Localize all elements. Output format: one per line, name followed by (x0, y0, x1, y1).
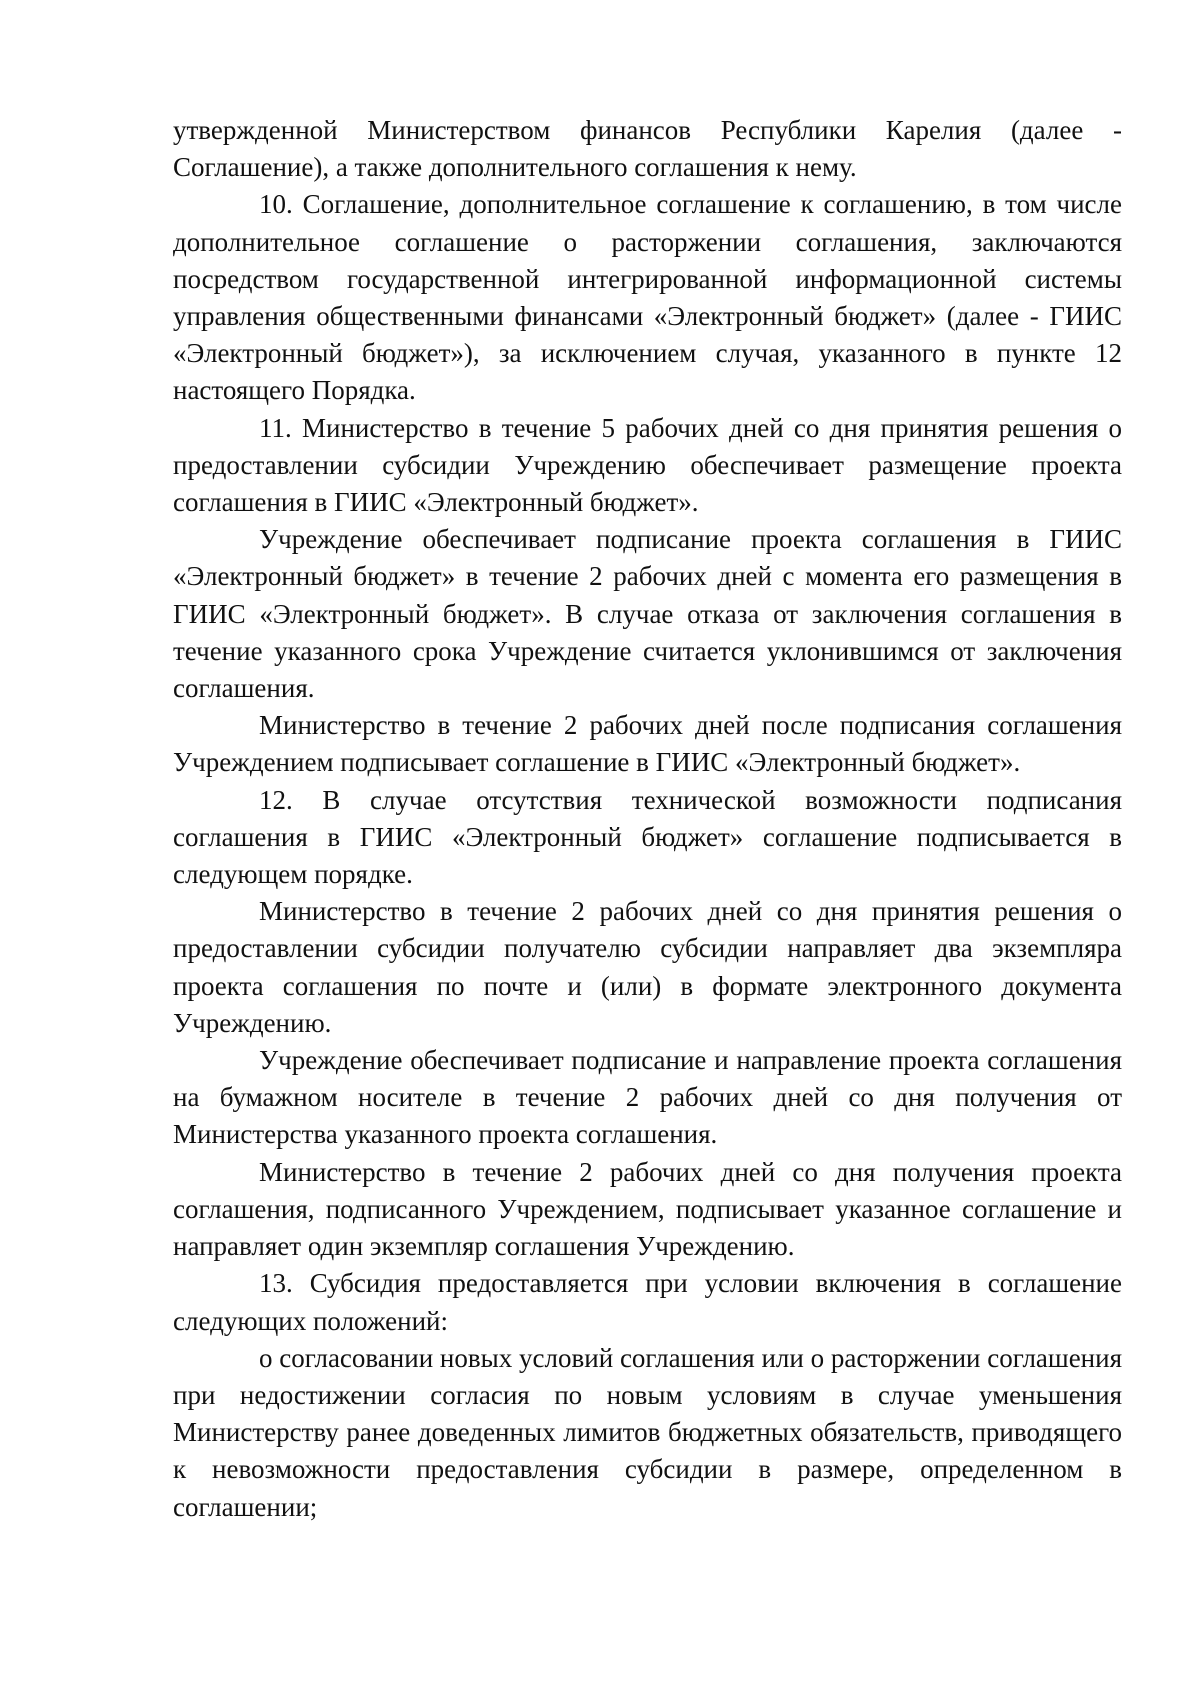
document-page (173, 112, 1122, 1526)
paragraph: 11. Министерство в течение 5 рабочих дней со дня принятия решения о предоставлении субсидии Учреждению обеспечивает размещение проекта соглашения в ГИИС «Электронный бюджет». (173, 412, 1122, 518)
paragraph: 13. Субсидия предоставляется при условии включения в соглашение следующих положений: (173, 1268, 1122, 1336)
paragraph: Министерство в течение 2 рабочих дней со дня получения проекта соглашения, подписанного Учреждением, подписывает указанное соглашение и направляет один экземпляр соглашения Учреждению. (173, 1156, 1122, 1262)
paragraph: Учреждение обеспечивает подписание и направление проекта соглашения на бумажном носителе в течение 2 рабочих дней со дня получения от Министерства указанного проекта соглашения. (173, 1045, 1122, 1150)
paragraph: Учреждение обеспечивает подписание проекта соглашения в ГИИС «Электронный бюджет» в течение 2 рабочих дней с момента его размещения в ГИИС «Электронный бюджет». В случае отказа от заключения соглашения в течение указанного срока Учреждение считается уклонившимся от заключения соглашения. (173, 524, 1122, 704)
paragraph: 10. Соглашение, дополнительное соглашение к соглашению, в том числе дополнительное соглашение о расторжении соглашения, заключаются посредством государственной интегрированной информационной системы управления общественными финансами «Электронный бюджет» (далее - ГИИС «Электронный бюджет»), за исключением случая, указанного в пункте 12 настоящего Порядка. (173, 189, 1122, 406)
paragraph: о согласовании новых условий соглашения или о расторжении соглашения при недостижении согласия по новым условиям в случае уменьшения Министерству ранее доведенных лимитов бюджетных обязательств, приводящего к невозможности предоставления субсидии в размере, определенном в соглашении; (173, 1342, 1122, 1522)
paragraph: Министерство в течение 2 рабочих дней со дня принятия решения о предоставлении субсидии получателю субсидии направляет два экземпляра проекта соглашения по почте и (или) в формате электронного документа Учреждению. (173, 896, 1122, 1038)
paragraph: утвержденной Министерством финансов Республики Карелия (далее - Соглашение), а также дополнительного соглашения к нему. (173, 115, 1122, 183)
paragraph: 12. В случае отсутствия технической возможности подписания соглашения в ГИИС «Электронный бюджет» соглашение подписывается в следующем порядке. (173, 784, 1122, 890)
paragraph: Министерство в течение 2 рабочих дней после подписания соглашения Учреждением подписывает соглашение в ГИИС «Электронный бюджет». (173, 710, 1122, 778)
